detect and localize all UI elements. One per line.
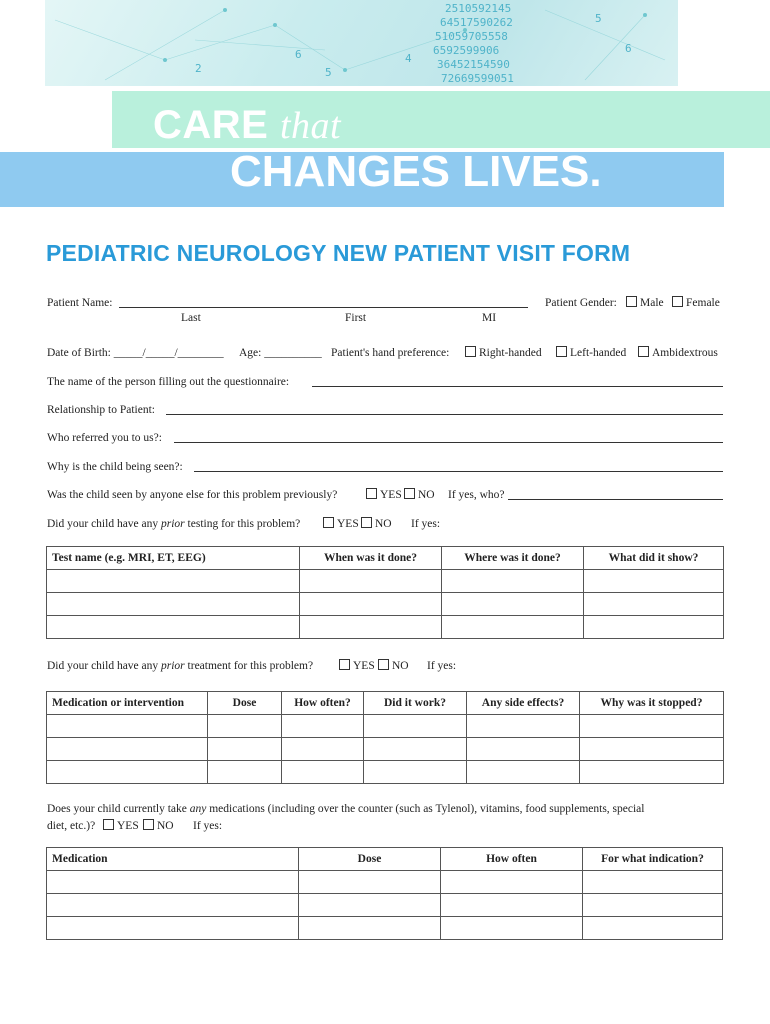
gender-label: Patient Gender: xyxy=(545,297,617,309)
prior-testing-no[interactable]: NO xyxy=(361,517,392,531)
table-row xyxy=(47,917,723,940)
table-row xyxy=(47,715,724,738)
if-yes-who-field[interactable] xyxy=(508,499,723,500)
referred-field[interactable] xyxy=(174,442,723,443)
seen-before-label: Was the child seen by anyone else for this problem previously? xyxy=(47,489,338,501)
prior-tests-table xyxy=(46,546,724,639)
checkbox-icon[interactable] xyxy=(638,346,649,357)
checkbox-icon[interactable] xyxy=(143,819,154,830)
checkbox-icon[interactable] xyxy=(339,659,350,670)
checkbox-icon[interactable] xyxy=(366,488,377,499)
current-meds-if-yes: If yes: xyxy=(193,820,223,832)
prior-testing-label: Did your child have any prior testing for this problem? xyxy=(47,518,301,530)
form-title: PEDIATRIC NEUROLOGY NEW PATIENT VISIT FORM xyxy=(46,240,631,266)
svg-text:6592599906: 6592599906 xyxy=(433,44,500,57)
table-header: Medication or intervention xyxy=(47,692,208,715)
checkbox-icon[interactable] xyxy=(556,346,567,357)
header-banner-image xyxy=(45,0,678,86)
prior-treatment-label: Did your child have any prior treatment for this problem? xyxy=(47,660,314,672)
network-graphic xyxy=(45,0,678,86)
middle-initial-label: MI xyxy=(482,312,497,324)
prior-treatment-table xyxy=(46,691,724,784)
table-header: Medication xyxy=(47,848,299,871)
checkbox-icon[interactable] xyxy=(378,659,389,670)
table-row xyxy=(47,616,724,639)
prior-treatment-no[interactable]: NO xyxy=(378,659,409,673)
checkbox-icon[interactable] xyxy=(404,488,415,499)
current-meds-label-line2: diet, etc.)? xyxy=(47,820,96,832)
ambidextrous-option[interactable]: Ambidextrous xyxy=(638,346,718,360)
referred-label: Who referred you to us?: xyxy=(47,432,162,444)
svg-text:6: 6 xyxy=(295,48,302,61)
relationship-label: Relationship to Patient: xyxy=(47,404,155,416)
table-header: For what indication? xyxy=(583,848,723,871)
right-handed-option[interactable]: Right-handed xyxy=(465,346,542,360)
current-meds-label: Does your child currently take any medications (including over the counter (such as Tylenol), vitamins, food supplements, special xyxy=(47,803,645,815)
if-yes-who-label: If yes, who? xyxy=(448,489,505,501)
svg-text:5: 5 xyxy=(325,66,332,79)
gender-female-option[interactable]: Female xyxy=(672,296,720,310)
table-row xyxy=(47,593,724,616)
gender-male-option[interactable]: Male xyxy=(626,296,664,310)
table-header: How often? xyxy=(282,692,364,715)
checkbox-icon[interactable] xyxy=(323,517,334,528)
checkbox-icon[interactable] xyxy=(361,517,372,528)
table-header: Test name (e.g. MRI, ET, EEG) xyxy=(47,547,300,570)
checkbox-icon[interactable] xyxy=(626,296,637,307)
table-header: Why was it stopped? xyxy=(580,692,724,715)
svg-text:72669599051: 72669599051 xyxy=(441,72,514,85)
seen-before-yes[interactable]: YES xyxy=(366,488,402,502)
relationship-field[interactable] xyxy=(166,414,723,415)
table-header: Did it work? xyxy=(364,692,467,715)
filler-name-label: The name of the person filling out the questionnaire: xyxy=(47,376,290,388)
table-row xyxy=(47,894,723,917)
table-header: What did it show? xyxy=(584,547,724,570)
prior-treatment-yes[interactable]: YES xyxy=(339,659,375,673)
table-header: Dose xyxy=(208,692,282,715)
first-name-label: First xyxy=(345,312,367,324)
dob-field[interactable]: Date of Birth: _____/_____/________ xyxy=(47,347,224,359)
filler-name-field[interactable] xyxy=(312,386,723,387)
table-header: How often xyxy=(441,848,583,871)
table-header: Where was it done? xyxy=(442,547,584,570)
svg-text:2510592145: 2510592145 xyxy=(445,2,512,15)
checkbox-icon[interactable] xyxy=(465,346,476,357)
hand-preference-label: Patient's hand preference: xyxy=(331,347,450,359)
left-handed-option[interactable]: Left-handed xyxy=(556,346,626,360)
banner-changes-text: CHANGES LIVES. xyxy=(230,147,602,196)
checkbox-icon[interactable] xyxy=(103,819,114,830)
svg-text:2: 2 xyxy=(195,62,202,75)
last-name-label: Last xyxy=(181,312,201,324)
table-row xyxy=(47,738,724,761)
table-header: Any side effects? xyxy=(467,692,580,715)
prior-testing-if-yes: If yes: xyxy=(411,518,441,530)
table-header: Dose xyxy=(299,848,441,871)
svg-text:5: 5 xyxy=(595,12,602,25)
svg-text:36452154590: 36452154590 xyxy=(437,58,510,71)
banner-care-text: CARE that xyxy=(153,103,342,147)
patient-name-field[interactable] xyxy=(119,307,528,308)
table-row xyxy=(47,570,724,593)
checkbox-icon[interactable] xyxy=(672,296,683,307)
reason-field[interactable] xyxy=(194,471,723,472)
svg-text:4: 4 xyxy=(405,52,412,65)
current-meds-yes[interactable]: YES xyxy=(103,819,139,833)
prior-treatment-if-yes: If yes: xyxy=(427,660,457,672)
svg-text:64517590262: 64517590262 xyxy=(440,16,513,29)
current-meds-table xyxy=(46,847,723,940)
current-meds-no[interactable]: NO xyxy=(143,819,174,833)
age-field[interactable]: Age: __________ xyxy=(239,347,322,359)
table-row xyxy=(47,871,723,894)
table-header: When was it done? xyxy=(300,547,442,570)
patient-name-label: Patient Name: xyxy=(47,297,113,309)
svg-text:6: 6 xyxy=(625,42,632,55)
svg-text:51059705558: 51059705558 xyxy=(435,30,508,43)
reason-label: Why is the child being seen?: xyxy=(47,461,183,473)
seen-before-no[interactable]: NO xyxy=(404,488,435,502)
prior-testing-yes[interactable]: YES xyxy=(323,517,359,531)
table-row xyxy=(47,761,724,784)
